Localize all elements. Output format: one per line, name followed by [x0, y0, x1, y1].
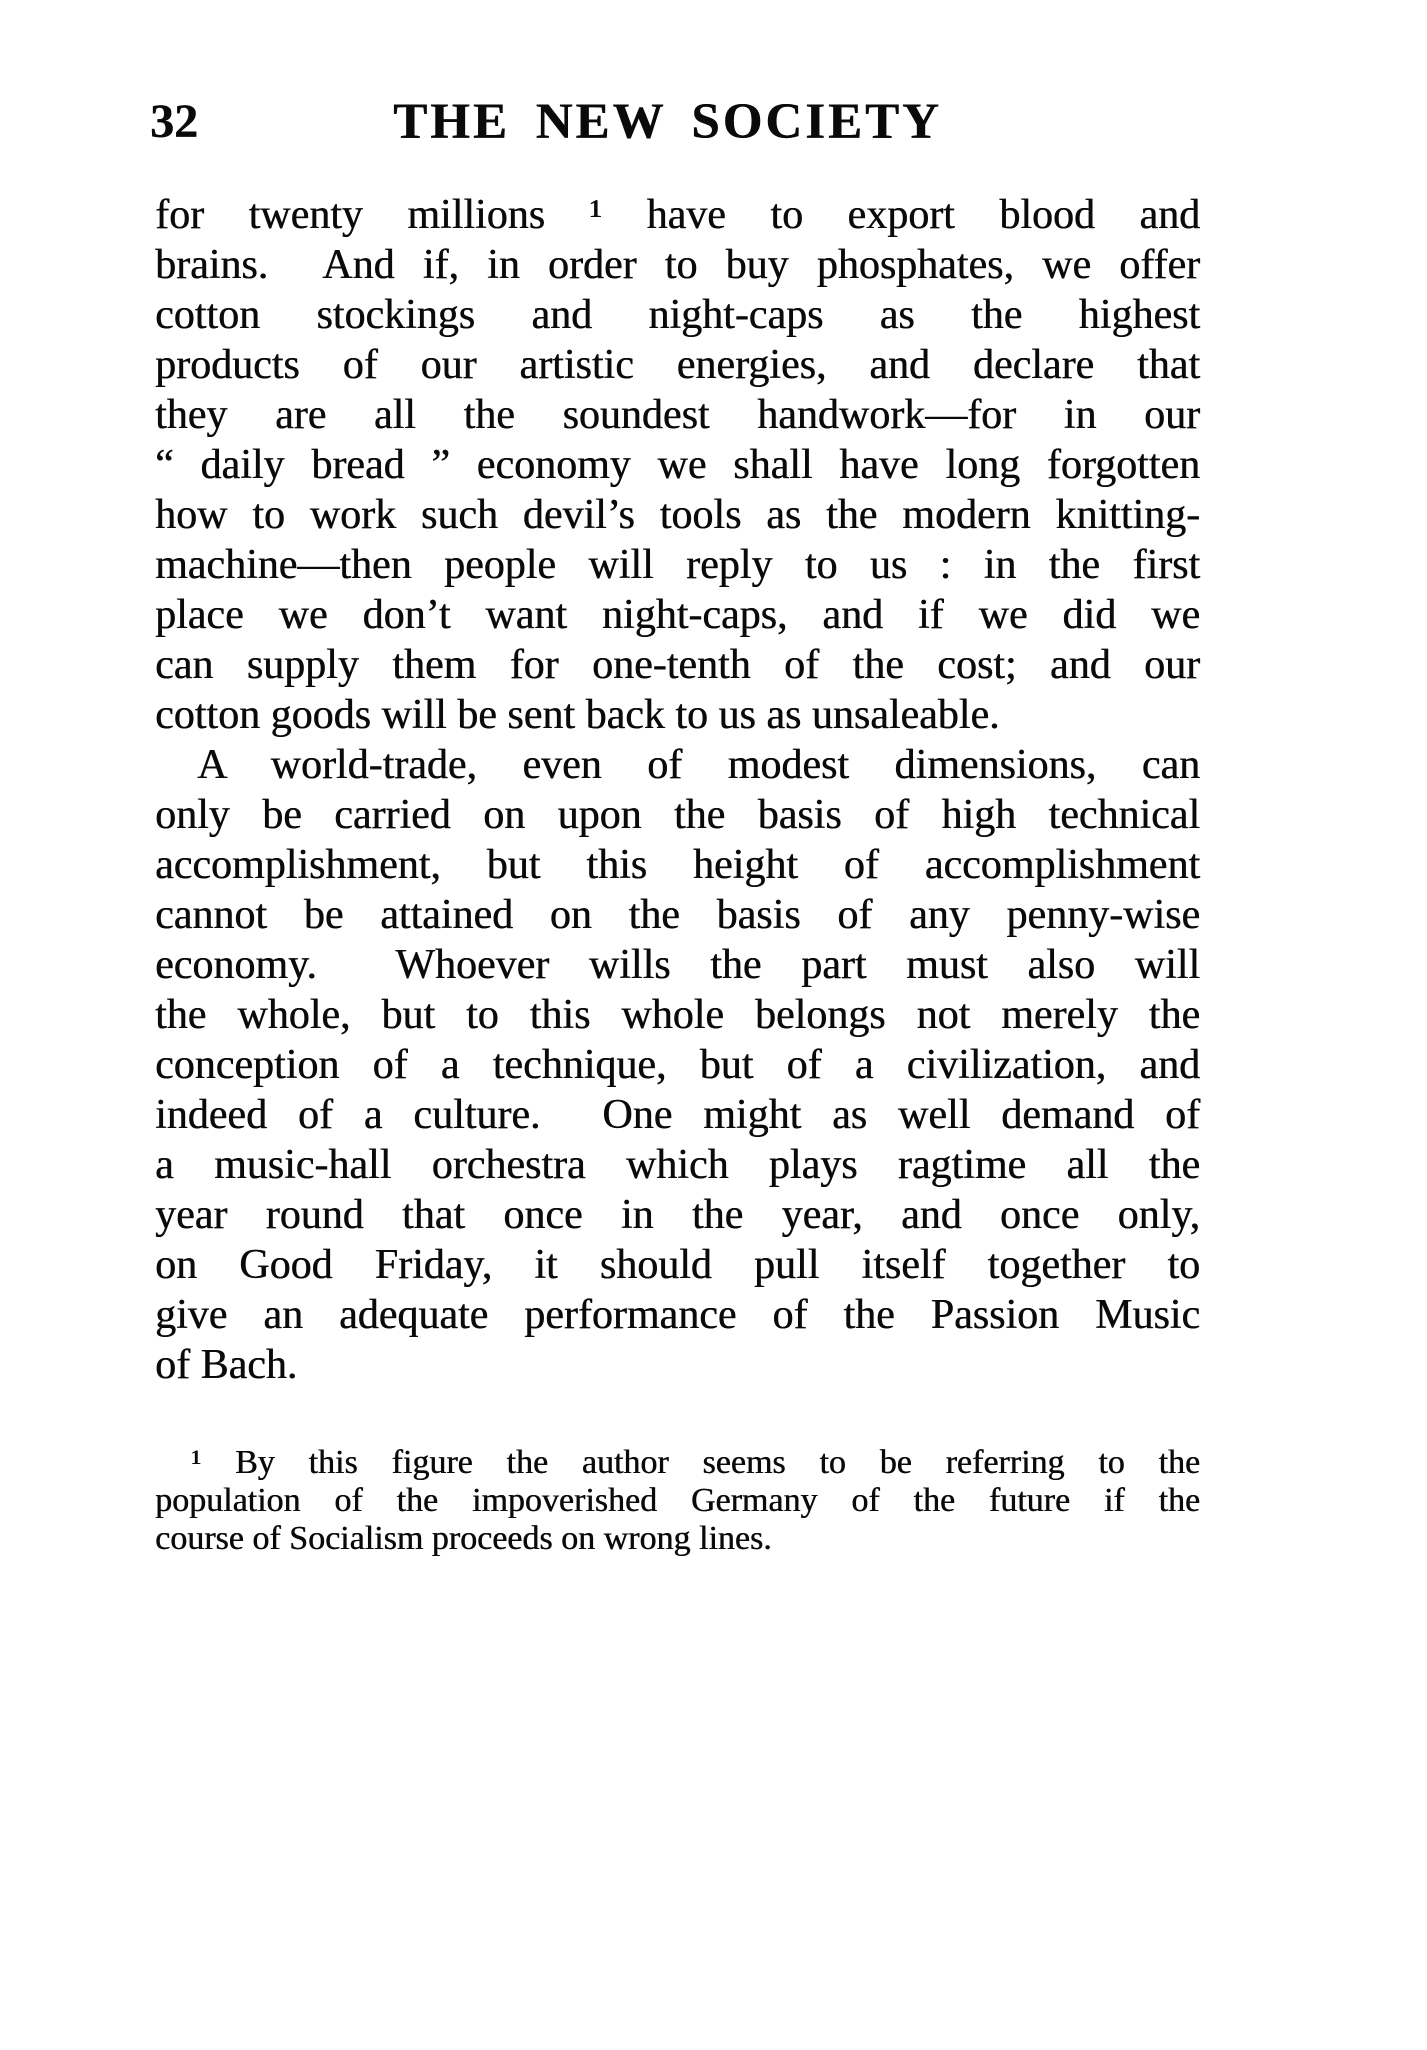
footnote-line: ¹ By this figure the author seems to be referring to the	[191, 1444, 1200, 1481]
text-line: cotton stockings and night-caps as the highest	[155, 292, 1200, 338]
text-line: the whole, but to this whole belongs not merely the	[155, 992, 1200, 1038]
text-line: only be carried on upon the basis of high technical	[155, 792, 1200, 838]
text-line: a music-hall orchestra which plays ragtime all the	[155, 1142, 1200, 1188]
text-line: cotton goods will be sent back to us as unsaleable.	[155, 692, 1000, 738]
text-line: indeed of a culture. One might as well demand of	[155, 1092, 1200, 1138]
paragraph	[155, 740, 1200, 1390]
paragraph	[155, 190, 1200, 740]
running-head	[150, 94, 1200, 152]
text-line: machine—then people will reply to us : in the first	[155, 542, 1200, 588]
body-text	[155, 190, 1200, 1390]
text-line: brains. And if, in order to buy phosphates, we offer	[155, 242, 1200, 288]
text-line: on Good Friday, it should pull itself together to	[155, 1242, 1200, 1288]
running-title: THE NEW SOCIETY	[393, 94, 942, 150]
text-line: give an adequate performance of the Passion Music	[155, 1292, 1200, 1338]
text-line: place we don’t want night-caps, and if we did we	[155, 592, 1200, 638]
footnote-line: course of Socialism proceeds on wrong lines.	[155, 1520, 772, 1557]
text-line: economy. Whoever wills the part must also will	[155, 942, 1200, 988]
text-line: accomplishment, but this height of accomplishment	[155, 842, 1200, 888]
footnote	[155, 1444, 1200, 1558]
text-line: cannot be attained on the basis of any penny-wise	[155, 892, 1200, 938]
page-number: 32	[150, 95, 198, 148]
text-line: year round that once in the year, and once only,	[155, 1192, 1200, 1238]
text-line: they are all the soundest handwork—for in our	[155, 392, 1200, 438]
text-line: products of our artistic energies, and declare that	[155, 342, 1200, 388]
text-line: conception of a technique, but of a civilization, and	[155, 1042, 1200, 1088]
text-line: A world-trade, even of modest dimensions, can	[197, 742, 1200, 788]
text-line: for twenty millions ¹ have to export blood and	[155, 192, 1200, 238]
text-line: how to work such devil’s tools as the modern knitting-	[155, 492, 1200, 538]
text-line: of Bach.	[155, 1342, 298, 1388]
text-line: can supply them for one-tenth of the cost; and our	[155, 642, 1200, 688]
text-line: “ daily bread ” economy we shall have long forgotten	[155, 442, 1200, 488]
footnote-line: population of the impoverished Germany of the future if the	[155, 1482, 1200, 1519]
